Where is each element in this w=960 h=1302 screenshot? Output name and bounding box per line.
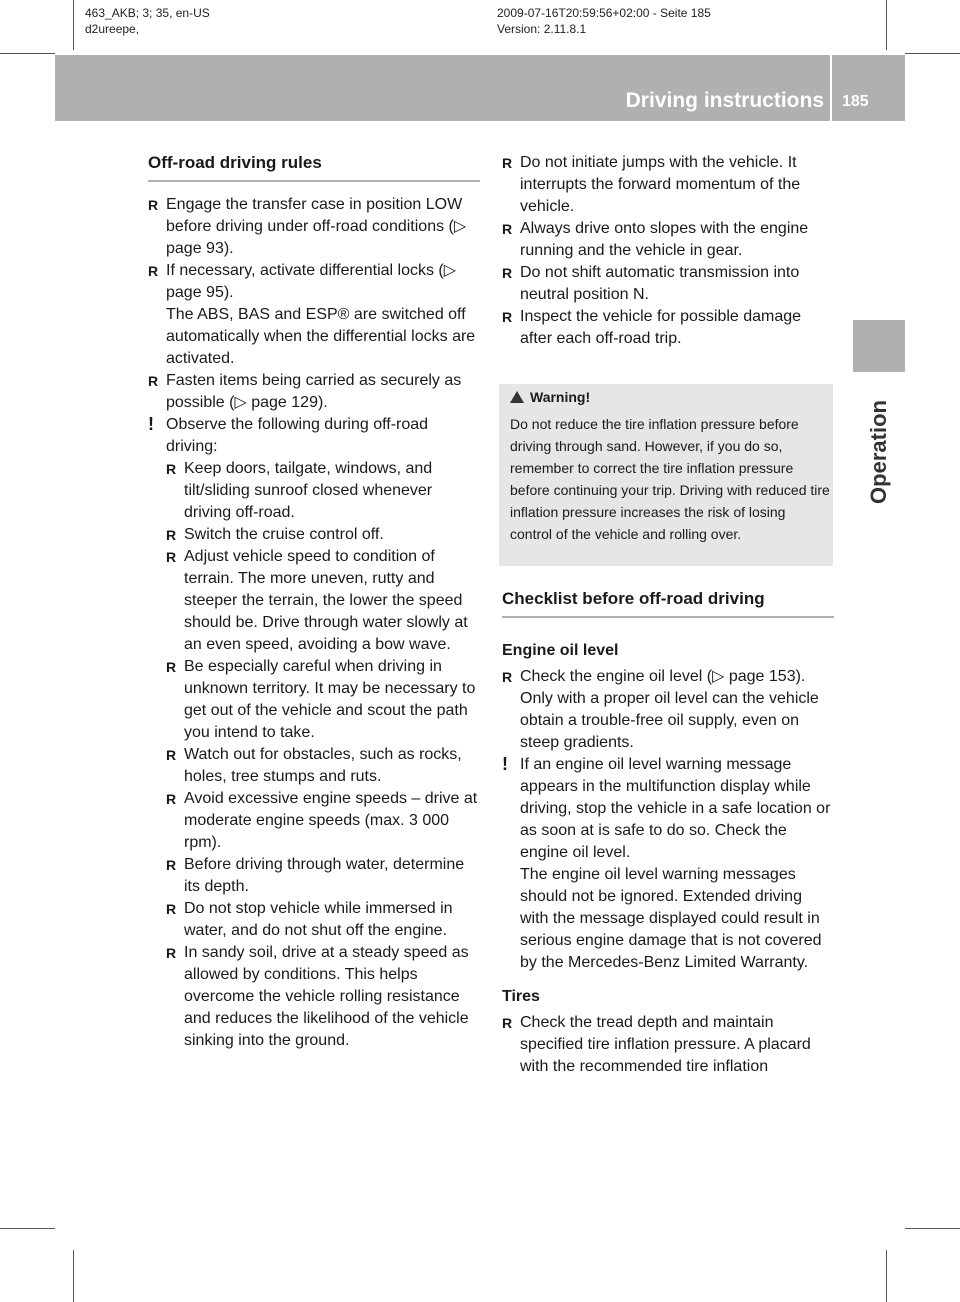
list-item: R Engage the transfer case in position LOW before driving under off-road conditions (▷ page 93).: [148, 194, 480, 260]
list-item: R Watch out for obstacles, such as rocks, holes, tree stumps and ruts.: [148, 744, 480, 788]
list-item: R Avoid excessive engine speeds – drive at moderate engine speeds (max. 3 000 rpm).: [148, 788, 480, 854]
crop-mark: [886, 0, 887, 50]
subheading: Engine oil level: [502, 642, 619, 659]
warning-title-text: Warning!: [530, 389, 591, 405]
section-heading: Checklist before off-road driving: [502, 588, 834, 618]
list-item: R Keep doors, tailgate, windows, and tilt/sliding sunroof closed whenever driving off-road.: [148, 458, 480, 524]
crop-mark: [886, 1250, 887, 1302]
subheading: Tires: [502, 988, 540, 1005]
page-title: Driving instructions: [625, 89, 824, 112]
section-heading: Off-road driving rules: [148, 152, 480, 182]
list-item: R Fasten items being carried as securely as possible (▷ page 129).: [148, 370, 480, 414]
warning-icon: [510, 391, 524, 403]
list-note: Only with a proper oil level can the vehicle obtain a trouble-free oil supply, even on steep gradients.: [520, 690, 819, 751]
page-number: 185: [842, 93, 869, 110]
warning-text: Do not reduce the tire inflation pressure before driving through sand. However, if you do so, remember to correct the tire inflation pressure before continuing your trip. Driving with reduced tire inflation pressure increases the risk of losing control of the vehicle and rolling over.: [510, 416, 830, 542]
list-item: R Check the engine oil level (▷ page 153).: [502, 666, 834, 688]
header-divider: [830, 55, 832, 121]
list-note: The ABS, BAS and ESP® are switched off automatically when the differential locks are activated.: [166, 306, 476, 367]
meta-author: d2ureepe,: [85, 22, 140, 36]
meta-version: Version: 2.11.8.1: [497, 22, 587, 36]
list-item: R Before driving through water, determine its depth.: [148, 854, 480, 898]
list-item: R Switch the cruise control off.: [148, 524, 480, 546]
crop-mark: [905, 1228, 960, 1229]
notice: ! Observe the following during off-road driving:: [148, 414, 480, 458]
left-column: [148, 152, 480, 1052]
side-tab-label: [853, 372, 905, 532]
crop-mark: [73, 0, 74, 50]
list-item: R Do not initiate jumps with the vehicle. It interrupts the forward momentum of the vehicle.: [502, 152, 834, 218]
side-tab-text: Operation: [866, 400, 891, 504]
list-item: R Do not stop vehicle while immersed in water, and do not shut off the engine.: [148, 898, 480, 942]
list-item: R Inspect the vehicle for possible damage after each off-road trip.: [502, 306, 834, 350]
list-item: R In sandy soil, drive at a steady speed as allowed by conditions. This helps overcome the vehicle rolling resistance and reduces the likelihood of the vehicle sinking into the ground.: [148, 942, 480, 1052]
crop-mark: [0, 1228, 55, 1229]
notice-note: The engine oil level warning messages should not be ignored. Extended driving with the message displayed could result in serious engine damage that is not covered by the Mercedes-Benz Limited Warranty.: [520, 866, 822, 971]
list-item: R Always drive onto slopes with the engine running and the vehicle in gear.: [502, 218, 834, 262]
right-column-bottom: [502, 588, 834, 1078]
right-column-top: [502, 152, 834, 350]
list-item: R Check the tread depth and maintain specified tire inflation pressure. A placard with the recommended tire inflation: [502, 1012, 834, 1078]
list-item: R Do not shift automatic transmission into neutral position N.: [502, 262, 834, 306]
notice: ! If an engine oil level warning message appears in the multifunction display while driving, stop the vehicle in a safe location or as soon at is safe to do so. Check the engine oil level.: [502, 754, 834, 864]
list-item: R If necessary, activate differential locks (▷ page 95).: [148, 260, 480, 304]
warning-title: [510, 388, 590, 406]
meta-file: 463_AKB; 3; 35, en-US: [85, 6, 210, 20]
crop-mark: [0, 53, 55, 54]
list-item: R Adjust vehicle speed to condition of terrain. The more uneven, rutty and steeper the terrain, the lower the speed should be. Drive through water slowly at an even speed, avoiding a bow wave.: [148, 546, 480, 656]
list-item: R Be especially careful when driving in unknown territory. It may be necessary to get out of the vehicle and scout the path you intend to take.: [148, 656, 480, 744]
crop-mark: [905, 53, 960, 54]
crop-mark: [73, 1250, 74, 1302]
side-tab-marker: [853, 320, 905, 372]
meta-timestamp: 2009-07-16T20:59:56+02:00 - Seite 185: [497, 6, 711, 20]
